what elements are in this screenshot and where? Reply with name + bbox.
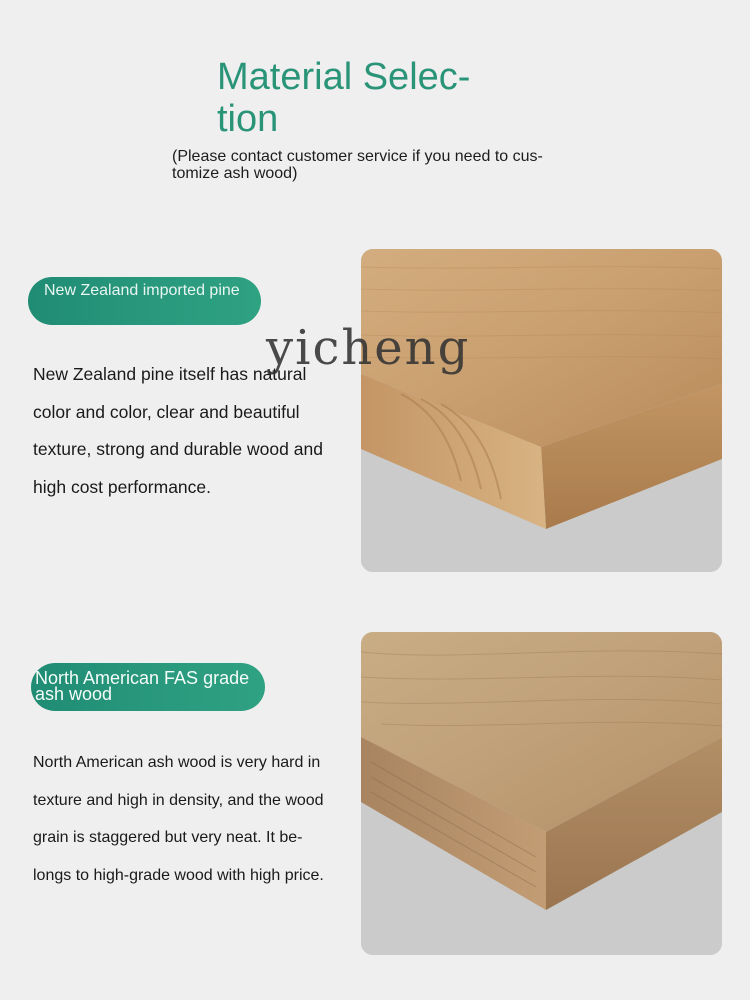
page-title-line-2: tion bbox=[217, 98, 279, 140]
pine-board-image bbox=[361, 249, 722, 572]
pine-board-photo bbox=[361, 249, 722, 572]
ash-board-image bbox=[361, 632, 722, 955]
material-badge-ash: North American FAS grade ash wood bbox=[31, 663, 265, 711]
material-description-pine: New Zealand pine itself has natural color and color, clear and beautiful texture, strong and durable wood and high cost performance. bbox=[33, 364, 323, 497]
page-subtitle: (Please contact customer service if you need to cus- tomize ash wood) bbox=[172, 148, 543, 182]
ash-board-photo bbox=[361, 632, 722, 955]
page-title bbox=[217, 56, 470, 140]
material-badge-pine: New Zealand imported pine bbox=[28, 277, 261, 325]
page-title-line-1: Material Selec- bbox=[217, 56, 471, 98]
material-description-ash: North American ash wood is very hard in texture and high in density, and the wood grain is staggered but very neat. It be- longs to high-grade wood with high price. bbox=[33, 754, 324, 884]
watermark-text: yicheng bbox=[266, 320, 471, 376]
